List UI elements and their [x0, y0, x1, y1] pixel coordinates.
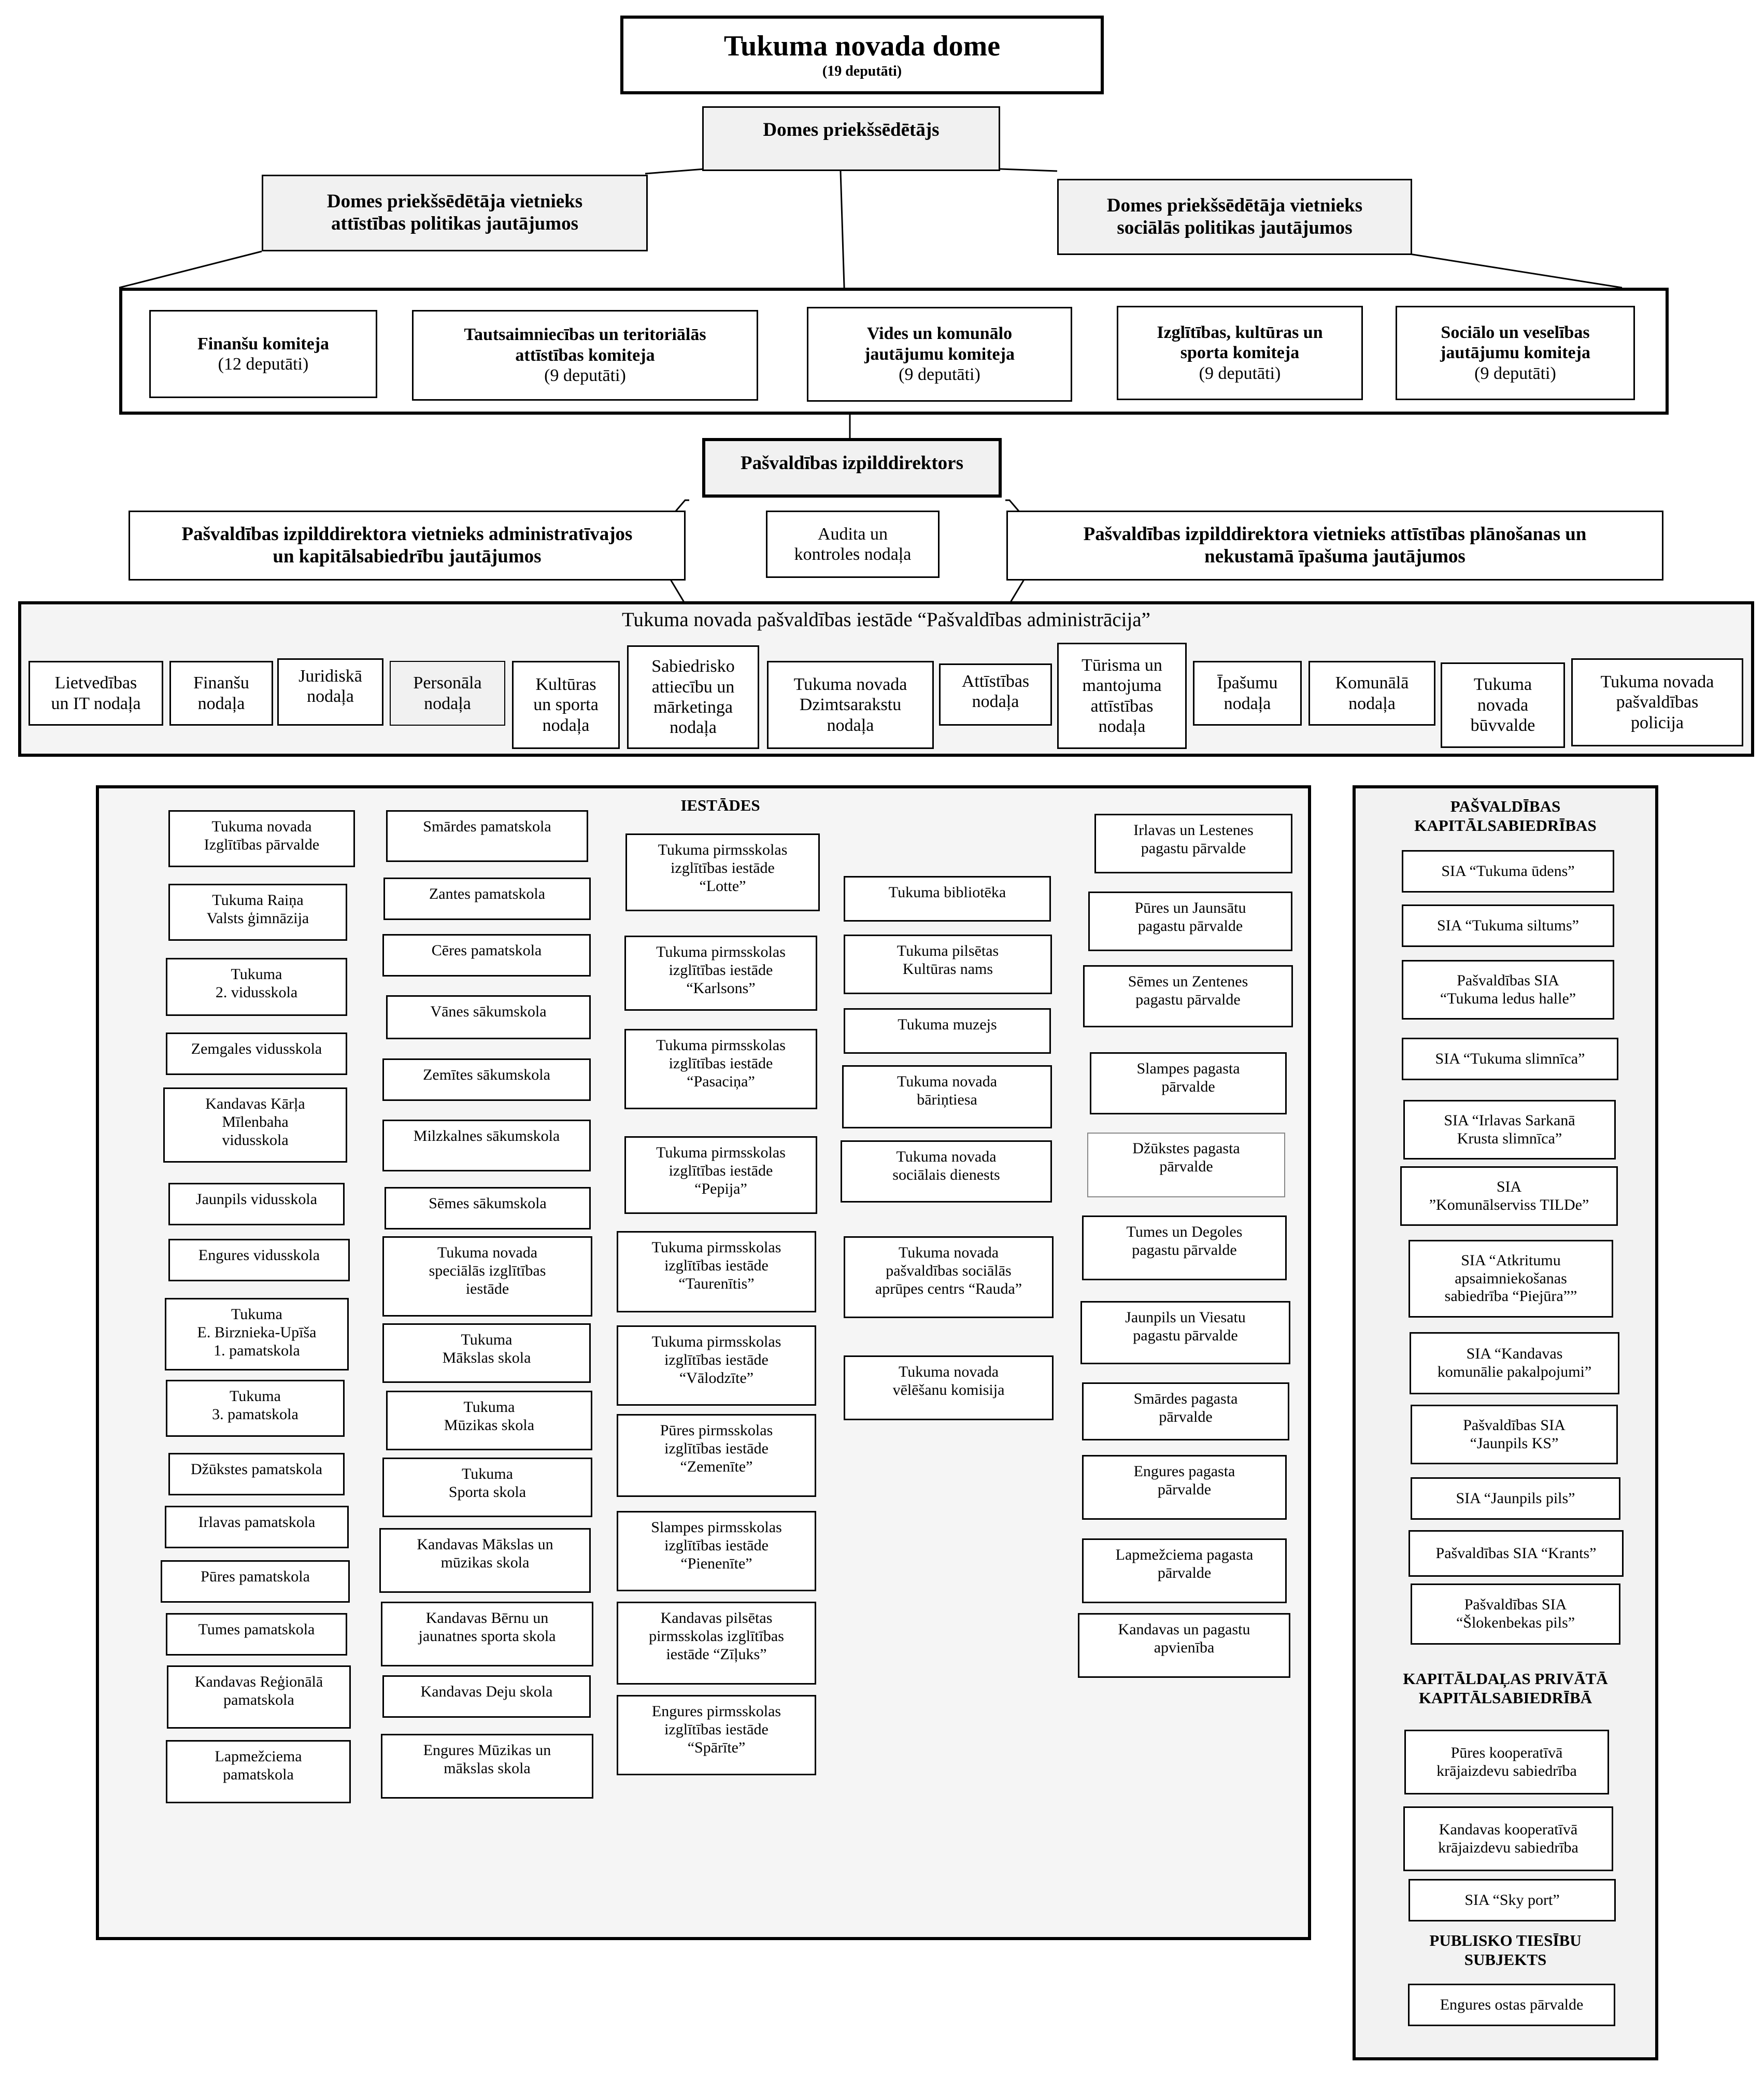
institutions-col1-box: [166, 1740, 351, 1803]
box-label: Tukuma muzejs: [898, 1016, 997, 1033]
box-label: Smārdes pagasta pārvalde: [1133, 1390, 1238, 1425]
institutions-col1-box: [168, 1183, 345, 1225]
dept-civil-registry: [767, 661, 934, 749]
box-label: Pūres un Jaunsātu pagastu pārvalde: [1134, 899, 1246, 935]
institutions-col1-box: [168, 810, 355, 867]
institutions-col4-box: [841, 1140, 1052, 1203]
box-label: Tukuma Mūzikas skola: [444, 1398, 535, 1434]
audit-label: Audita un kontroles nodaļa: [794, 524, 912, 564]
box-label: Tukuma novada pašvaldības sociālās aprūpes centrs “Rauda”: [875, 1244, 1022, 1297]
capital-companies-box: [1411, 1477, 1620, 1520]
institutions-col4-box: [844, 876, 1051, 922]
executive-director-label: Pašvaldības izpilddirektors: [740, 453, 964, 474]
institutions-col5-box: [1094, 814, 1292, 873]
dept-personnel: [390, 661, 505, 726]
institutions-col1-box: [168, 1453, 345, 1495]
box-label: Slampes pagasta pārvalde: [1136, 1060, 1240, 1095]
director-deputy-admin-label: Pašvaldības izpilddirektora vietnieks administratīvajos un kapitālsabiedrību jautājumos: [181, 523, 633, 567]
department-label: Kultūras un sporta nodaļa: [533, 674, 599, 735]
institutions-col1-box: [165, 1506, 349, 1548]
department-label: Īpašumu nodaļa: [1217, 673, 1278, 713]
box-label: Kandavas un pagastu apvienība: [1118, 1621, 1250, 1656]
institutions-col4-box: [844, 1236, 1054, 1318]
public-entity-title: PUBLISKO TIESĪBU SUBJEKTS: [1429, 1931, 1582, 1969]
capital-companies-title: PAŠVALDĪBAS KAPITĀLSABIEDRĪBAS: [1414, 797, 1597, 835]
box-label: Zemītes sākumskola: [423, 1066, 550, 1083]
department-label: Tūrisma un mantojuma attīstības nodaļa: [1082, 655, 1162, 736]
committee-members: (9 deputāti): [1199, 363, 1281, 383]
box-label: Tumes un Degoles pagastu pārvalde: [1126, 1223, 1243, 1259]
box-label: SIA “Tukuma slimnīca”: [1435, 1050, 1585, 1067]
capital-companies-box: [1400, 1166, 1618, 1226]
institutions-title: IESTĀDES: [680, 796, 760, 814]
box-label: Tukuma novada speciālās izglītības iestāde: [429, 1244, 546, 1297]
committee-economy: [412, 310, 758, 401]
box-label: Tukuma pirmsskolas izglītības iestāde “Taurenītis”: [651, 1239, 781, 1292]
box-label: Cēres pamatskola: [431, 942, 542, 959]
committee-members: (9 deputāti): [1474, 363, 1556, 383]
box-label: Engures Mūzikas un mākslas skola: [423, 1742, 551, 1777]
box-label: Irlavas pamatskola: [198, 1514, 316, 1531]
capital-private-box: [1404, 1730, 1609, 1794]
box-label: Tukuma novada bāriņtiesa: [897, 1073, 998, 1108]
box-label: Jaunpils vidusskola: [195, 1191, 318, 1208]
box-label: Tukuma bibliotēka: [888, 884, 1006, 901]
institutions-col2-box: [382, 1323, 591, 1383]
director-deputy-development-label: Pašvaldības izpilddirektora vietnieks attīstības plānošanas un nekustamā īpašuma jautājumos: [1083, 523, 1587, 567]
box-label: Tukuma E. Birznieka-Upīša 1. pamatskola: [197, 1306, 317, 1359]
committee-environment: [807, 307, 1072, 402]
box-label: Engures pagasta pārvalde: [1133, 1463, 1235, 1498]
institutions-col2-box: [383, 878, 591, 920]
institutions-col3-box: [624, 936, 817, 1011]
box-label: Tukuma 2. vidusskola: [215, 966, 298, 1001]
institutions-col1-box: [165, 1298, 349, 1370]
box-label: Kandavas pilsētas pirmsskolas izglītības iestāde “Zīļuks”: [649, 1609, 784, 1663]
institutions-col5-box: [1082, 1538, 1287, 1603]
department-label: Tukuma novada pašvaldības policija: [1600, 672, 1714, 732]
box-label: Zemgales vidusskola: [191, 1040, 322, 1057]
capital-companies-box: [1402, 960, 1614, 1020]
box-label: Vānes sākumskola: [430, 1003, 547, 1020]
box-label: Tukuma pilsētas Kultūras nams: [897, 942, 999, 978]
institutions-col2-box: [386, 1391, 592, 1450]
box-label: Tukuma pirmsskolas izglītības iestāde “Karlsons”: [656, 943, 786, 997]
box-label: Tukuma pirmsskolas izglītības iestāde “Pasaciņa”: [656, 1037, 786, 1090]
box-label: SIA “Tukuma siltums”: [1437, 916, 1579, 934]
institutions-col4-box: [842, 1065, 1052, 1128]
deputy-chair-social-label: Domes priekšsēdētāja vietnieks sociālās politikas jautājumos: [1106, 194, 1363, 238]
department-label: Finanšu nodaļa: [193, 673, 249, 713]
dept-utilities: [1308, 661, 1435, 726]
committee-finance: [149, 310, 377, 398]
box-label: Engures pirmsskolas izglītības iestāde “Spārīte”: [651, 1703, 781, 1756]
capital-companies-box: [1402, 1038, 1618, 1080]
dept-building-board: [1441, 662, 1565, 748]
director-deputy-admin-box: [129, 511, 686, 581]
box-label: SIA “Atkritumu apsaimniekošanas sabiedrība “Piejūra””: [1444, 1251, 1577, 1305]
chairman-box: [702, 106, 1000, 171]
institutions-col2-box: [382, 934, 591, 977]
capital-companies-box: [1403, 1100, 1616, 1160]
capital-companies-box: [1409, 1530, 1624, 1577]
institutions-col5-box: [1082, 1382, 1289, 1440]
box-label: Pašvaldības SIA “Krants”: [1435, 1544, 1597, 1562]
box-label: Slampes pirmsskolas izglītības iestāde “Pienenīte”: [651, 1519, 782, 1572]
executive-director-box: [702, 438, 1002, 498]
institutions-col3-box: [624, 1029, 817, 1109]
capital-public-box: [1408, 1984, 1615, 2026]
institutions-col3-box: [617, 1414, 816, 1497]
dept-municipal-police: [1571, 658, 1743, 746]
department-label: Komunālā nodaļa: [1335, 673, 1409, 713]
box-label: Tukuma Sporta skola: [448, 1465, 527, 1501]
institutions-col3-box: [617, 1325, 816, 1406]
box-label: Lapmežciema pagasta pārvalde: [1115, 1546, 1254, 1581]
committee-education: [1117, 306, 1363, 400]
box-label: Sēmes sākumskola: [429, 1195, 547, 1212]
institutions-col4-box: [844, 1355, 1054, 1420]
institutions-col1-box: [168, 884, 347, 941]
institutions-col2-box: [381, 1602, 593, 1666]
capital-companies-box: [1402, 850, 1614, 893]
institutions-col1-box: [167, 1665, 351, 1729]
institutions-col1-box: [163, 1087, 347, 1163]
institutions-col5-box: [1080, 1301, 1290, 1364]
audit-box: [766, 511, 940, 578]
box-label: Kandavas Deju skola: [420, 1683, 553, 1700]
institutions-col4-box: [844, 1008, 1051, 1054]
institutions-col3-box: [617, 1511, 816, 1591]
dept-property: [1193, 661, 1302, 726]
box-label: SIA “Kandavas komunālie pakalpojumi”: [1437, 1345, 1592, 1380]
committee-members: (9 deputāti): [544, 366, 626, 386]
capital-private-box: [1403, 1806, 1613, 1871]
box-label: Džūkstes pamatskola: [190, 1461, 323, 1478]
box-label: Tukuma novada Izglītības pārvalde: [204, 818, 320, 853]
institutions-col2-box: [386, 810, 588, 862]
institutions-col2-box: [379, 1528, 591, 1593]
institutions-col3-box: [617, 1602, 816, 1685]
institutions-col3-box: [625, 833, 820, 911]
box-label: Tukuma Raiņa Valsts ģimnāzija: [206, 892, 309, 927]
deputy-chair-social-box: [1057, 179, 1412, 255]
capital-companies-box: [1411, 1405, 1618, 1464]
capital-companies-box: [1409, 1240, 1613, 1318]
institutions-col5-box: [1088, 892, 1292, 951]
box-label: Pūres pirmsskolas izglītības iestāde “Zemenīte”: [660, 1422, 773, 1475]
institutions-col2-box: [382, 1120, 591, 1171]
box-label: Sēmes un Zentenes pagastu pārvalde: [1128, 973, 1248, 1008]
box-label: Kandavas Kārļa Mīlenbaha vidusskola: [205, 1095, 305, 1149]
director-deputy-development-box: [1006, 511, 1663, 581]
department-label: Personāla nodaļa: [413, 673, 482, 713]
box-label: SIA “Jaunpils pils”: [1456, 1489, 1575, 1507]
deputy-chair-development-box: [262, 175, 648, 251]
council-subtitle: (19 deputāti): [822, 63, 902, 80]
capital-private-box: [1409, 1879, 1616, 1921]
department-label: Lietvedības un IT nodaļa: [51, 673, 141, 713]
box-label: Irlavas un Lestenes pagastu pārvalde: [1133, 822, 1254, 857]
institutions-col3-box: [617, 1231, 816, 1312]
box-label: SIA “Irlavas Sarkanā Krusta slimnīca”: [1444, 1111, 1575, 1147]
department-label: Attīstības nodaļa: [961, 672, 1030, 712]
institutions-col2-box: [382, 1675, 591, 1718]
institutions-col5-box: [1083, 965, 1293, 1027]
box-label: Tukuma novada sociālais dienests: [892, 1148, 1000, 1183]
box-label: Kandavas kooperatīvā krājaizdevu sabiedrība: [1438, 1820, 1578, 1856]
institutions-col2-box: [382, 1458, 592, 1517]
box-label: Pašvaldības SIA “Tukuma ledus halle”: [1440, 971, 1576, 1007]
box-label: Pūres pamatskola: [201, 1568, 310, 1585]
dept-development: [939, 663, 1052, 726]
box-label: Tukuma pirmsskolas izglītības iestāde “Vālodzīte”: [651, 1333, 781, 1387]
institutions-col2-box: [382, 1058, 591, 1101]
institutions-col4-box: [844, 935, 1052, 994]
institutions-col3-box: [624, 1136, 817, 1214]
box-label: Pašvaldības SIA “Jaunpils KS”: [1463, 1416, 1566, 1452]
committee-name: Sociālo un veselības jautājumu komiteja: [1440, 322, 1590, 363]
council-title: Tukuma novada dome: [723, 30, 1001, 63]
capital-companies-box: [1402, 904, 1614, 947]
institutions-col1-box: [166, 958, 347, 1016]
institutions-col2-box: [382, 1236, 592, 1317]
dept-finance: [169, 661, 273, 726]
institutions-col5-box: [1082, 1215, 1287, 1280]
institutions-col5-box: [1090, 1052, 1287, 1114]
private-companies-title: KAPITĀLDAĻAS PRIVĀTĀ KAPITĀLSABIEDRĪBĀ: [1403, 1670, 1608, 1707]
committee-name: Tautsaimniecības un teritoriālās attīstības komiteja: [464, 325, 706, 365]
committee-name: Izglītības, kultūras un sporta komiteja: [1157, 322, 1323, 363]
box-label: SIA “Sky port”: [1464, 1891, 1560, 1909]
dept-legal: [277, 658, 383, 726]
box-label: Pašvaldības SIA “Šlokenbekas pils”: [1456, 1596, 1575, 1631]
box-label: Jaunpils un Viesatu pagastu pārvalde: [1125, 1309, 1246, 1344]
dept-culture-sport: [512, 661, 620, 749]
institutions-col2-box: [386, 995, 591, 1039]
box-label: Engures vidusskola: [198, 1247, 320, 1264]
institutions-col1-box: [166, 1380, 345, 1437]
box-label: Zantes pamatskola: [429, 885, 546, 902]
institutions-col1-box: [168, 1239, 350, 1281]
box-label: Engures ostas pārvalde: [1440, 1996, 1584, 2013]
institutions-col2-box: [381, 1734, 593, 1799]
box-label: SIA “Tukuma ūdens”: [1441, 862, 1575, 880]
dept-public-relations: [627, 645, 759, 749]
institutions-col5-box: [1078, 1613, 1290, 1678]
department-label: Sabiedrisko attiecību un mārketinga nodaļa: [651, 657, 735, 738]
institutions-col1-box: [161, 1560, 350, 1603]
department-label: Juridiskā nodaļa: [298, 667, 362, 706]
box-label: Tumes pamatskola: [198, 1621, 315, 1638]
box-label: Tukuma novada vēlēšanu komisija: [892, 1363, 1005, 1398]
department-label: Tukuma novada būvvalde: [1470, 675, 1535, 736]
box-label: Kandavas Mākslas un mūzikas skola: [417, 1536, 553, 1571]
box-label: Tukuma pirmsskolas izglītības iestāde “Pepija”: [656, 1144, 786, 1197]
capital-companies-box: [1411, 1584, 1620, 1645]
chairman-label: Domes priekšsēdētājs: [763, 119, 940, 140]
box-label: Kandavas Bērnu un jaunatnes sporta skola: [418, 1609, 556, 1645]
box-label: Tukuma Mākslas skola: [442, 1331, 531, 1366]
department-label: Tukuma novada Dzimtsarakstu nodaļa: [793, 674, 907, 735]
dept-records-it: [29, 661, 163, 726]
box-label: Smārdes pamatskola: [423, 818, 551, 835]
committee-social: [1396, 306, 1635, 400]
box-label: SIA ”Komunālserviss TILDe”: [1429, 1178, 1589, 1213]
deputy-chair-development-label: Domes priekšsēdētāja vietnieks attīstības politikas jautājumos: [326, 191, 583, 234]
administration-title: Tukuma novada pašvaldības iestāde “Pašvaldības administrācija”: [622, 609, 1150, 631]
committee-members: (9 deputāti): [899, 365, 980, 385]
box-label: Džūkstes pagasta pārvalde: [1132, 1140, 1240, 1175]
box-label: Tukuma 3. pamatskola: [212, 1388, 298, 1423]
committee-members: (12 deputāti): [218, 355, 309, 374]
box-label: Pūres kooperatīvā krājaizdevu sabiedrība: [1436, 1744, 1577, 1779]
box-label: Kandavas Reģionālā pamatskola: [194, 1673, 323, 1708]
committee-name: Finanšu komiteja: [197, 334, 330, 354]
council-box: [620, 16, 1104, 94]
dept-tourism-heritage: [1057, 643, 1187, 749]
institutions-col1-box: [166, 1033, 347, 1075]
institutions-col5-box: [1082, 1455, 1287, 1520]
committee-name: Vides un komunālo jautājumu komiteja: [864, 324, 1015, 364]
box-label: Tukuma pirmsskolas izglītības iestāde “Lotte”: [658, 841, 788, 895]
institutions-col3-box: [617, 1695, 816, 1775]
box-label: Lapmežciema pamatskola: [215, 1748, 302, 1783]
institutions-col2-box: [385, 1187, 591, 1229]
institutions-col1-box: [166, 1613, 347, 1656]
box-label: Milzkalnes sākumskola: [413, 1127, 560, 1144]
capital-companies-box: [1410, 1332, 1619, 1394]
institutions-col5-box: [1087, 1133, 1285, 1197]
